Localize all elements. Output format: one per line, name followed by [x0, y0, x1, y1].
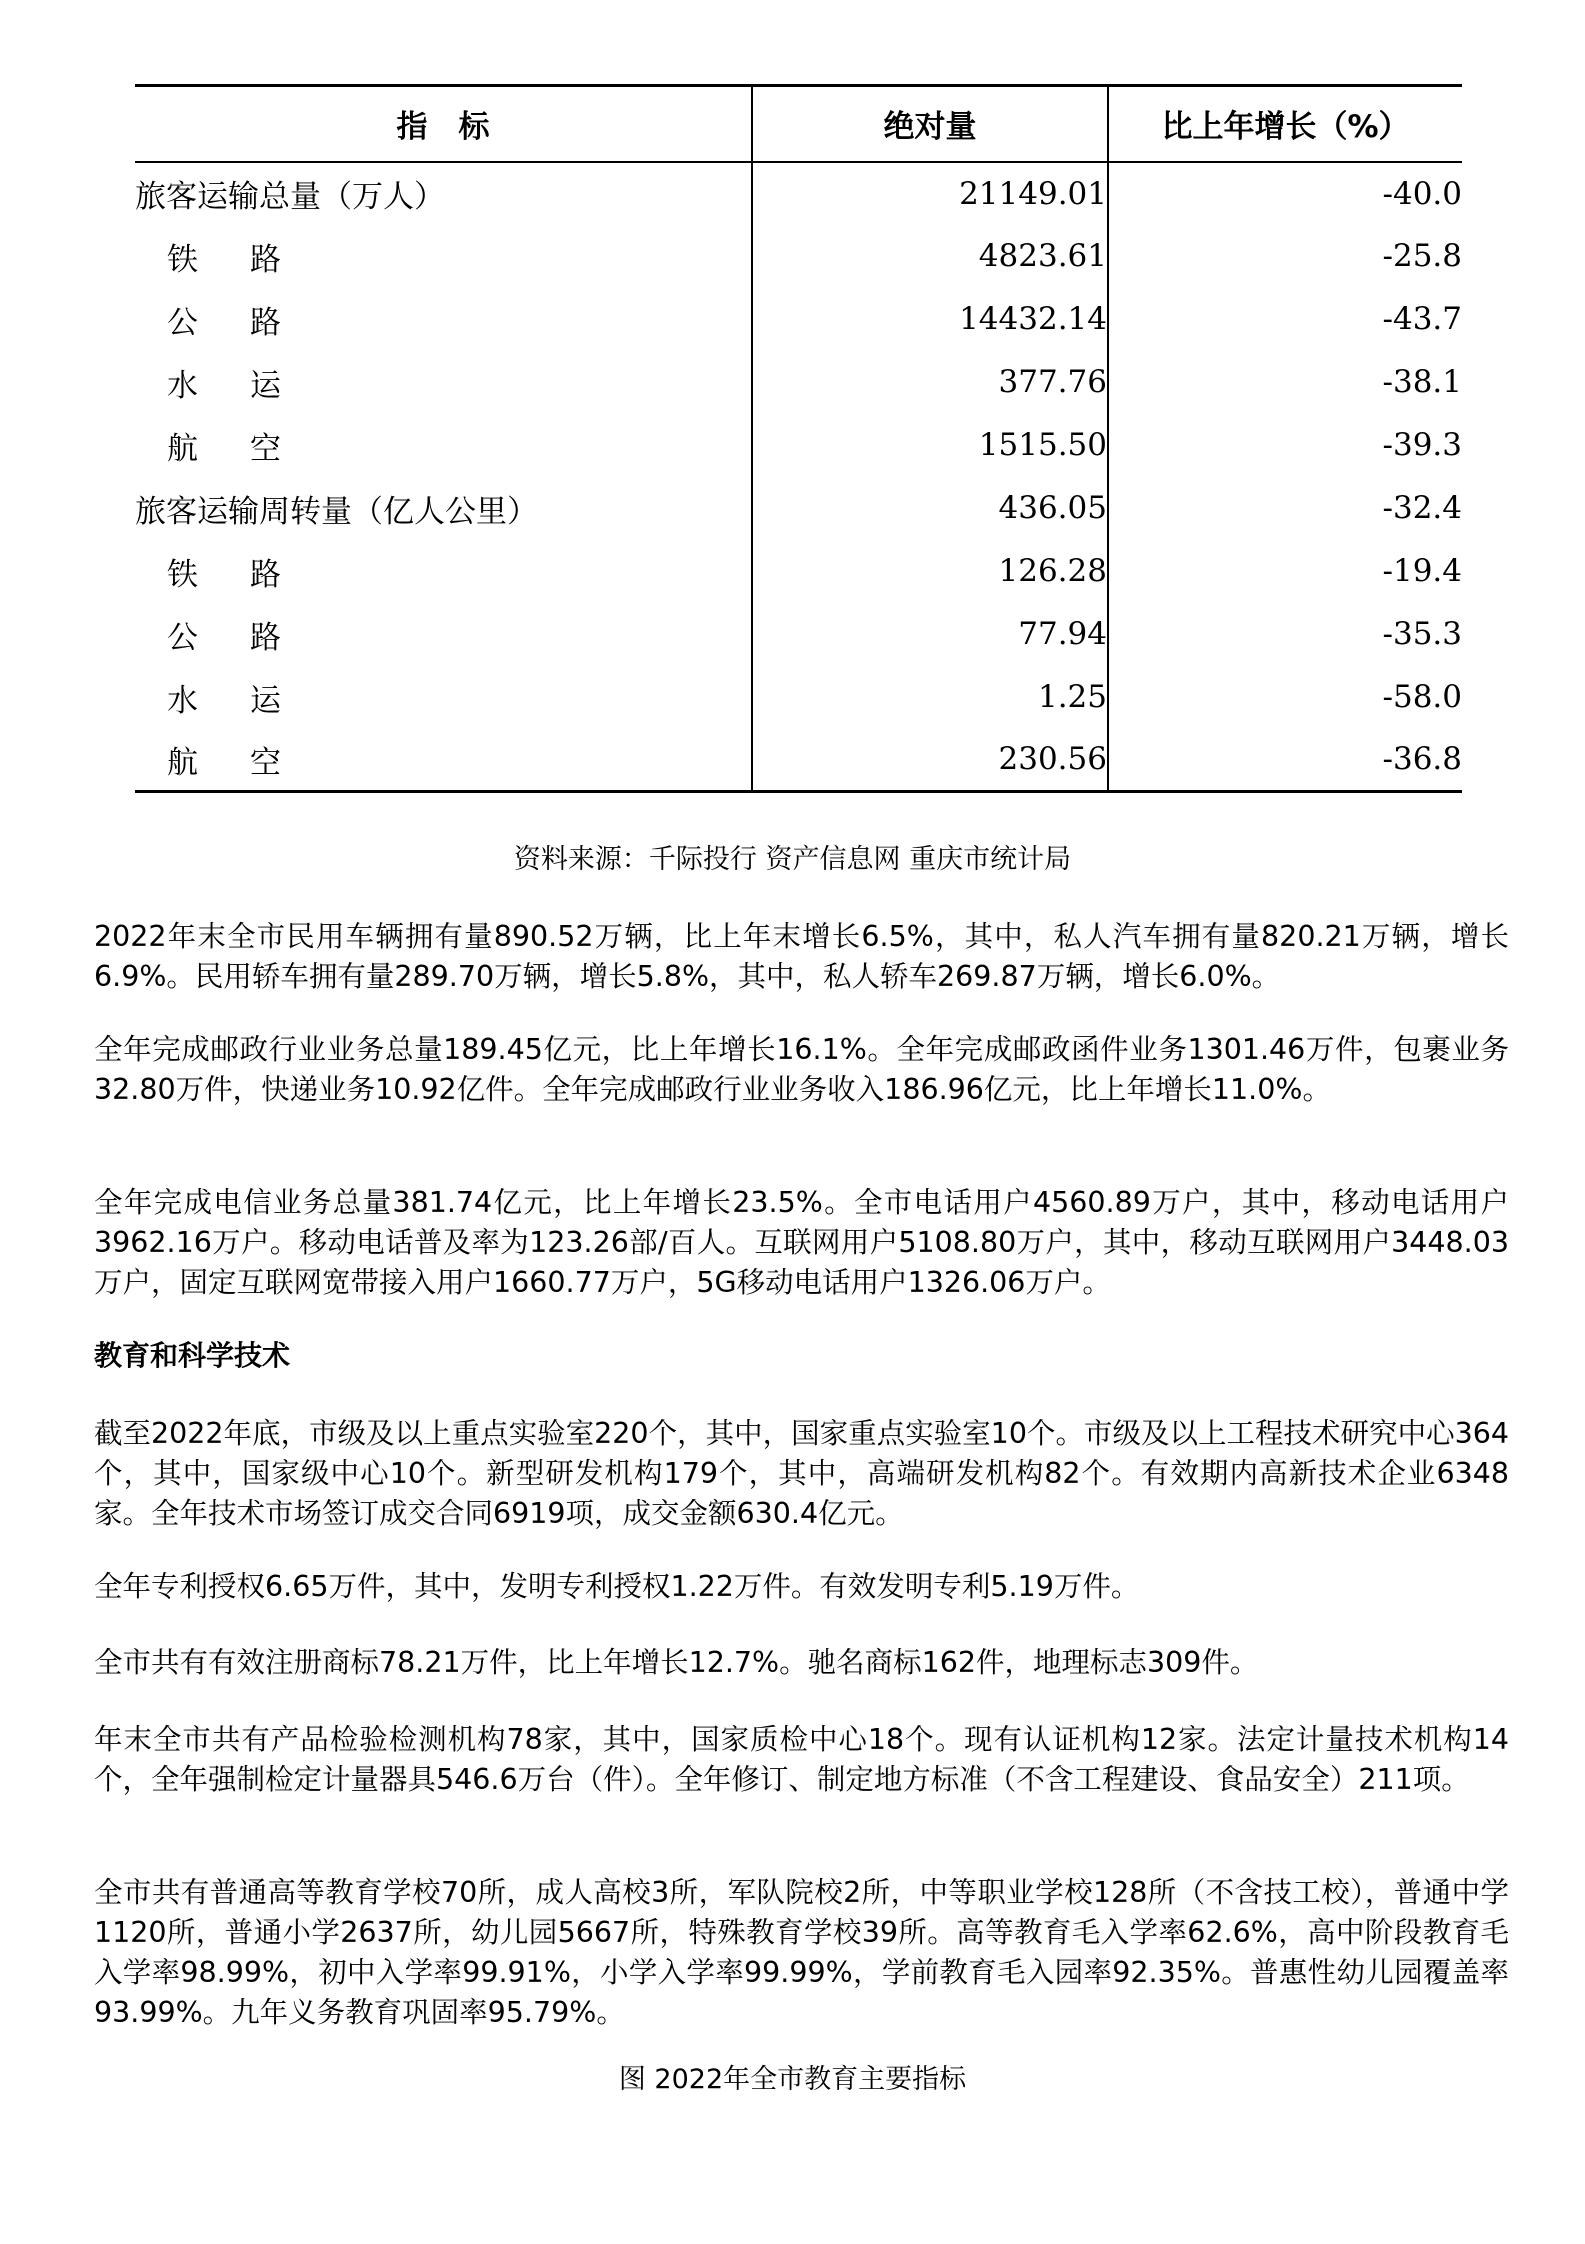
table-row: [135, 540, 1462, 603]
row-growth: -36.8: [1382, 741, 1462, 778]
section-heading: 教育和科学技术: [94, 1339, 291, 1372]
row-growth: -25.8: [1382, 238, 1462, 274]
row-label: 旅客运输周转量（亿人公里）: [135, 493, 538, 530]
row-label-char: 航: [167, 430, 198, 467]
table-row: [135, 351, 1462, 414]
table-row: [135, 225, 1462, 288]
row-absolute: 77.94: [752, 603, 1108, 666]
paragraph-telecom: 全年完成电信业务总量381.74亿元，比上年增长23.5%。全市电话用户4560.89万户，其中，移动电话用户3962.16万户。移动电话普及率为123.26部/百人。互联网用户5108.80万户，其中，移动互联网用户3448.03万户，固定互联网宽带接入用户1660.77万户，5G移动电话用户1326.06万户。: [94, 1186, 1509, 1299]
row-absolute: 230.56: [752, 729, 1108, 792]
paragraph-postal: 全年完成邮政行业业务总量189.45亿元，比上年增长16.1%。全年完成邮政函件业务1301.46万件，包裹业务32.80万件，快递业务10.92亿件。全年完成邮政行业业务收入186.96亿元，比上年增长11.0%。: [94, 1033, 1509, 1106]
row-absolute: 377.76: [752, 351, 1108, 414]
row-label: [135, 666, 752, 729]
row-absolute: 436.05: [752, 477, 1108, 540]
header-indicator: 指 标: [396, 109, 490, 146]
row-label: 旅客运输总量（万人）: [135, 179, 445, 215]
row-label: [135, 225, 752, 288]
row-absolute: 1.25: [752, 666, 1108, 729]
paragraph-vehicles: 2022年末全市民用车辆拥有量890.52万辆，比上年末增长6.5%，其中，私人汽车拥有量820.21万辆，增长6.9%。民用轿车拥有量289.70万辆，增长5.8%，其中，私人轿车269.87万辆，增长6.0%。: [94, 920, 1509, 993]
row-label-char: 水: [167, 367, 198, 404]
row-label-char: 空: [250, 744, 281, 781]
row-label-char: 水: [167, 682, 198, 719]
row-label-char: 路: [250, 241, 281, 278]
row-absolute: 1515.50: [752, 414, 1108, 477]
passenger-transport-table: [135, 84, 1462, 793]
table-row: [135, 162, 1462, 225]
row-label-char: 公: [167, 619, 198, 656]
row-label-char: 运: [250, 682, 281, 719]
row-growth: -40.0: [1382, 175, 1462, 212]
table-row: [135, 729, 1462, 792]
row-absolute: 126.28: [752, 540, 1108, 603]
row-growth: -38.1: [1382, 364, 1462, 400]
table-row: [135, 414, 1462, 477]
row-growth: -35.3: [1382, 616, 1462, 652]
header-growth-rate: 比上年增长（%）: [1161, 109, 1410, 146]
row-growth: -39.3: [1382, 427, 1462, 463]
row-label: [135, 540, 752, 603]
header-absolute-value: 绝对量: [752, 86, 1108, 162]
row-label-char: 路: [250, 619, 281, 656]
row-label-char: 公: [167, 304, 198, 341]
row-label: [135, 729, 752, 792]
table-row: [135, 288, 1462, 351]
table-row: [135, 477, 1462, 540]
paragraph-education: 全市共有普通高等教育学校70所，成人高校3所，军队院校2所，中等职业学校128所（不含技工校），普通中学1120所，普通小学2637所，幼儿园5667所，特殊教育学校39所。高等教育毛入学率62.6%，高中阶段教育毛入学率98.99%，初中入学率99.91%，小学入学率99.99%，学前教育毛入园率92.35%。普惠性幼儿园覆盖率93.99%。九年义务教育巩固率95.79%。: [94, 1876, 1509, 2029]
row-absolute: 4823.61: [752, 225, 1108, 288]
row-growth: -32.4: [1382, 490, 1462, 526]
row-absolute: 14432.14: [752, 288, 1108, 351]
row-absolute: 21149.01: [752, 162, 1108, 225]
paragraph-patents: 全年专利授权6.65万件，其中，发明专利授权1.22万件。有效发明专利5.19万件。: [94, 1570, 1140, 1603]
passenger-transport-table-container: [135, 84, 1462, 793]
row-label-char: 路: [250, 556, 281, 593]
row-label-char: 运: [250, 367, 281, 404]
figure-caption: 图 2022年全市教育主要指标: [618, 2064, 967, 2095]
table-row: [135, 666, 1462, 729]
paragraph-trademarks: 全市共有有效注册商标78.21万件，比上年增长12.7%。驰名商标162件，地理标志309件。: [94, 1646, 1259, 1679]
row-label: [135, 414, 752, 477]
paragraph-labs: 截至2022年底，市级及以上重点实验室220个，其中，国家重点实验室10个。市级及以上工程技术研究中心364个，其中，国家级中心10个。新型研发机构179个，其中，高端研发机构82个。有效期内高新技术企业6348家。全年技术市场签订成交合同6919项，成交金额630.4亿元。: [94, 1417, 1509, 1530]
row-label: [135, 288, 752, 351]
row-label-char: 铁: [167, 241, 198, 278]
row-growth: -43.7: [1382, 301, 1462, 337]
row-label-char: 航: [167, 744, 198, 781]
row-label-char: 铁: [167, 556, 198, 593]
table-row: [135, 603, 1462, 666]
table-header-row: [135, 86, 1462, 162]
row-label: [135, 351, 752, 414]
row-growth: -58.0: [1382, 679, 1462, 715]
row-label-char: 路: [250, 304, 281, 341]
row-label: [135, 603, 752, 666]
row-label-char: 空: [250, 430, 281, 467]
data-source-note: 资料来源：千际投行 资产信息网 重庆市统计局: [513, 844, 1072, 875]
paragraph-testing: 年末全市共有产品检验检测机构78家，其中，国家质检中心18个。现有认证机构12家。法定计量技术机构14个，全年强制检定计量器具546.6万台（件）。全年修订、制定地方标准（不含工程建设、食品安全）211项。: [94, 1723, 1509, 1796]
row-growth: -19.4: [1382, 553, 1462, 589]
